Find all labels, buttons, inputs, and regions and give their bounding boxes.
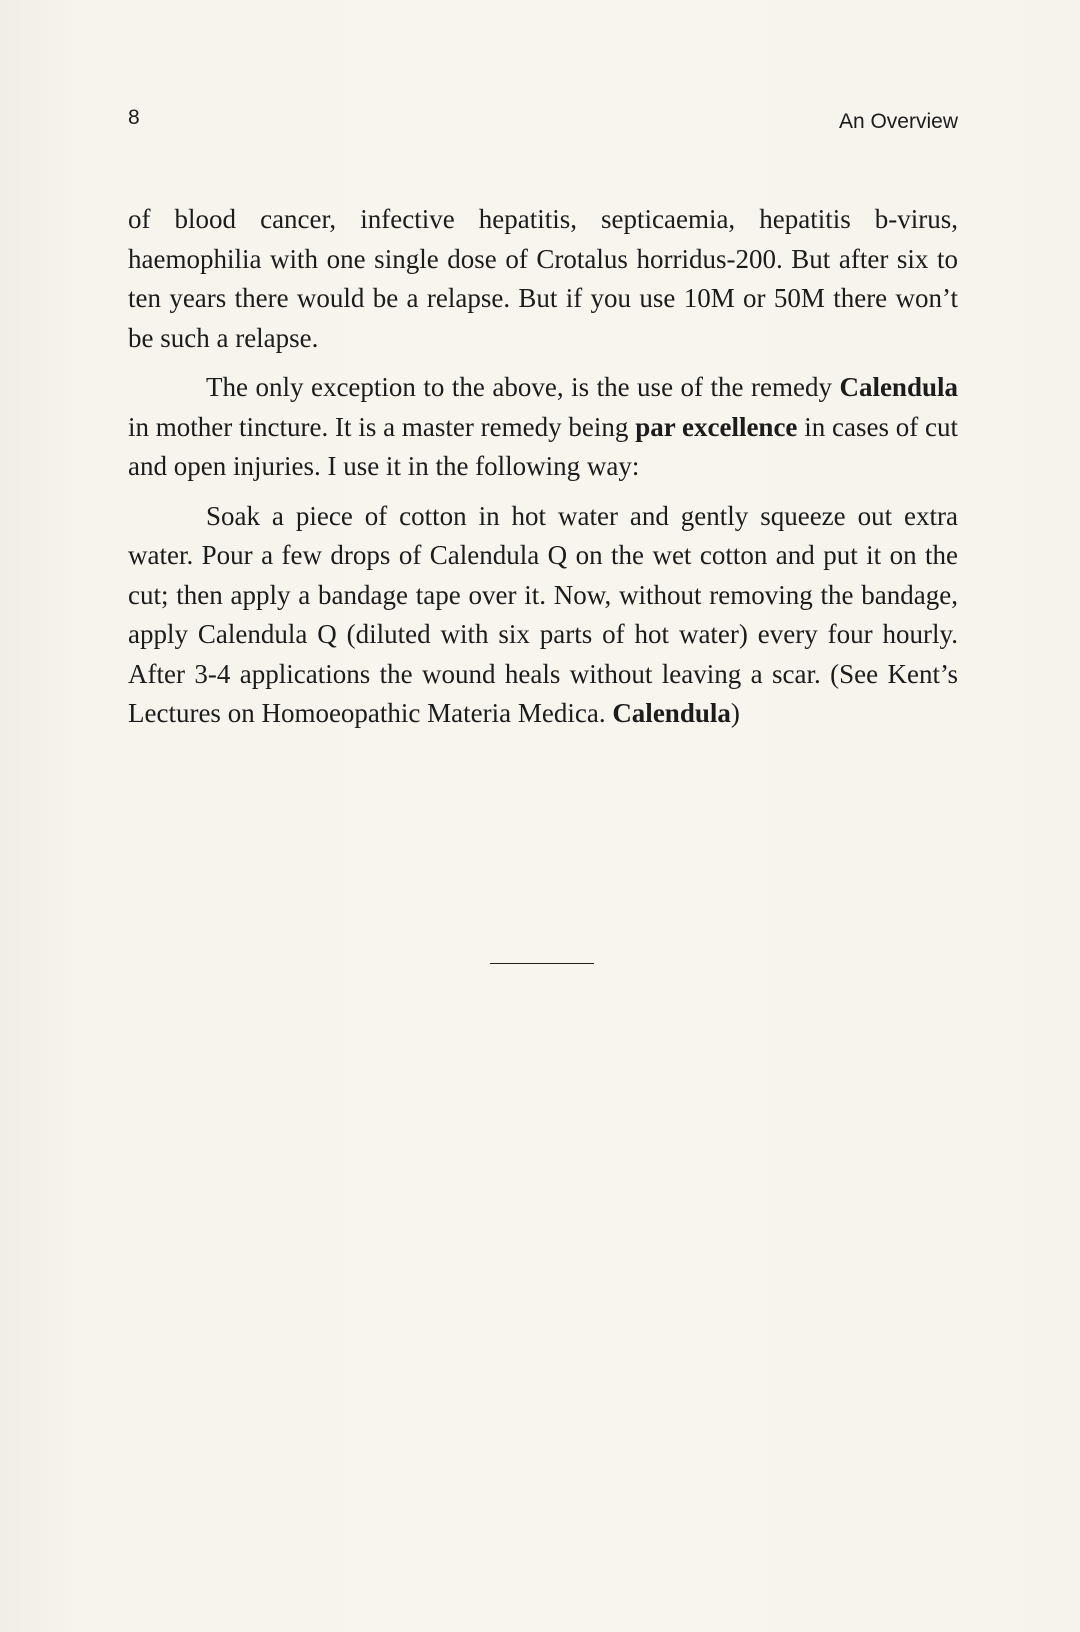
paragraph-2: [128, 368, 958, 487]
page-number: 8: [128, 106, 140, 129]
calendula-term: Calendula: [839, 372, 958, 402]
section-end-rule: [490, 963, 594, 964]
paragraph-2-text-2: in mother tincture. It is a master remedy being: [128, 411, 636, 442]
page-header: [128, 100, 958, 140]
calendula-reference: Calendula: [612, 698, 731, 728]
par-excellence-term: par excellence: [635, 411, 798, 442]
body-text: [128, 200, 958, 744]
paragraph-2-text-1: The only exception to the above, is the use of the remedy: [206, 372, 840, 402]
paragraph-3-text-1: Soak a piece of cotton in hot water and gently squeeze out extra water. Pour a few drops of Calendula Q on the wet cotton and put it on the cut; then apply a bandage tape over it. Now, without removing the bandage, apply Calendula Q (diluted with six parts of hot water) every four hourly. After 3-4 applications the wound heals without leaving a scar. (See Kent’s Lectures on Homoeopathic Materia Medica.: [128, 500, 958, 728]
paragraph-3: [128, 497, 958, 734]
paragraph-2-text-3: in cases of cut and open injuries. I use it in the following way:: [128, 411, 959, 481]
paragraph-1: of blood cancer, infective hepatitis, septicaemia, hepatitis b-virus, haemophilia with one single dose of Crotalus horridus-200. But after six to ten years there would be a relapse. But if you use 10M or 50M there won’t be such a relapse.: [128, 204, 958, 353]
running-head: An Overview: [838, 110, 958, 133]
paragraph-3-text-2: ): [730, 698, 740, 728]
